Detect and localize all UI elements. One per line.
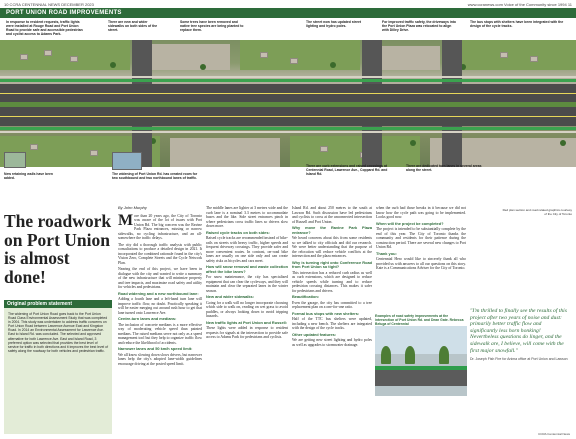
- subhead: Why is turning right onto Conference Road from Port Union so tight?: [292, 259, 372, 269]
- paragraph: when the curb had those breaks in it because we did not know how the cycle path was going to be implemented. Looks good now.: [376, 206, 466, 219]
- paragraph: Island Rd. and about 250 metres to the south at Lawson Rd. Such discussion have led pedestrians and cyclists to cross at the unconnected intersection of Russell and Port Union.: [292, 206, 372, 224]
- section-title: PORT UNION ROAD IMPROVEMENTS: [6, 10, 122, 16]
- paragraph: The inclusion of concrete medians is a more effective way of moderating vehicle speed than painted medians. The raised medians serve not only as a speed management tool but they help to organize traffic flow and reduce the likelihood of accidents.: [118, 322, 202, 345]
- subhead: Beautification:: [292, 294, 320, 299]
- byline: By John Murphy: [118, 206, 147, 210]
- page-header: [0, 0, 576, 8]
- article-column-1: [118, 206, 202, 434]
- subhead: Raised cycle tracks on both sides:: [206, 229, 270, 235]
- subhead: How will snow removal and waste collection affect the bike lanes?: [206, 264, 288, 274]
- paragraph: Nearing the end of this project, we have been in dialogue with the city and wanted to write a summary of the new infrastructure that will minimize property and tree impacts, and maximize road safety and utility for vehicles and pedestrians.: [118, 267, 202, 289]
- callout-traffic-lights: In response to resident requests, traffic lights were installed at Rouge Road and Port Union Road to provide safe and accessible pedestrian and cyclist access to Adams Park.: [6, 20, 83, 36]
- paragraph: These lights were added in response to resident requests for signals at the intersection to provide safe access to Adams Park for pedestrians and cyclists.: [206, 326, 288, 339]
- subhead: Centre-turn lanes and medians:: [118, 316, 177, 321]
- paragraph: The project is intended to be substantially complete by the end of this year. The City of Toronto thanks the community and residents for their patience during the construction period. There are several new changes to Port Union Rd.: [376, 227, 466, 249]
- pull-quote: [470, 308, 570, 363]
- callout-curb-extensions: There are curb extensions and raised crossings at Centennial Road, Lawrence Ave., Coppard Rd. and Island Rd.: [306, 164, 388, 176]
- sidebar-body: The widening of Port Union Road goes back to the Port Union Road Class Environmental Assessment Study that was completed in 2004. This study was undertaken to address traffic concerns on Port Union Road between Lawrence Avenue East and Kingston Road. In 2014 an Environmental Assessment for Lawrence Ave. East to Island Rd. was concluded. The selected and approved alternative for both Lawrence Ave. East and Island Road, 3 preferred option was selected that provides the best level of service for traffic in both directions and it improves the best level of safety along the roadway for both vehicles and pedestrian traffic.: [8, 312, 109, 353]
- paragraph: Adding a fourth lane and a left-hand turn lane will improve traffic flow, no doubt. Practically speaking it will be easier merging out around rush hour to get that lane turned onto Lawrence Ave.: [118, 297, 202, 315]
- paragraph: Even the garage, the city has committed to a tree replacement plan on a one-for-one ratio.: [292, 300, 372, 309]
- headline: The roadwork on Port Union is almost done!: [4, 211, 112, 287]
- article-column-4: [376, 206, 466, 310]
- paragraph: We are getting new street lighting and hydro poles as well as upgrades to stormwater drainage.: [292, 338, 372, 347]
- pull-quote-attribution: Dr. Joseph Fish Fire for Anima office at Port Union and Lawson: [470, 357, 568, 362]
- callout-lighting: The street now has updated street lighting and hydro poles.: [306, 20, 362, 28]
- subhead: Why move the Ravine Park Plaza entrance?: [292, 225, 372, 235]
- subhead: Formal bus stops with new shelters:: [292, 310, 360, 316]
- paragraph: Half of the TTC bus shelters were updated, including a new bench. The shelters are integrated with the design of the cycle tracks.: [292, 317, 372, 330]
- paragraph: For snow maintenance, the city has specialized equipment that can clear the cycleways, and they will maintain and clear the separated lanes in the winter season.: [206, 275, 288, 293]
- paragraph: We all know slowing down slows drivers, but narrower lanes help the city's adopted lane-width guidelines encourage driving at the posted speed limit.: [118, 352, 202, 366]
- article-column-2: [206, 206, 288, 434]
- page-number-right: www.ccranews.com Voice of the Community since 1994 11: [467, 2, 572, 7]
- subhead: Other updated features:: [292, 331, 337, 337]
- subhead: Narrower lanes and 50 km/h speed limit:: [118, 346, 193, 351]
- page-number-left: 10 CCRA CENTENNIAL NEWS DECEMBER 2023: [4, 2, 94, 7]
- paragraph: ore than 20 years ago, the City of Toronto was aware of the lot of issues with Port Union Rd. The big concern was the Ravine Park Plaza entrances, missing or narrow sidewalks, no cycling infrastructure, and an all-somewhere the traffic delays.: [118, 213, 202, 240]
- callout-driveways: For improved traffic safety, the driveways into the Port Union Plaza was relocated to align with Dilley Drive.: [382, 20, 456, 32]
- street-rendering: [375, 326, 467, 396]
- paragraph: Centennial Hero would like to sincerely thank all who provided us with answers to all our questions on this story. Kate is a Communications Adviser for the City of Toronto.: [376, 257, 466, 270]
- footer: CCRA Centennial News: [538, 432, 570, 436]
- subhead: New and wider sidewalks:: [206, 294, 255, 299]
- callout-widening: The widening of Port Union Rd. has created room for two southbound and two northbound lanes of traffic.: [112, 172, 198, 180]
- callout-bus-stops: The bus stops with shelters have been integrated with the design of the cycle tracks.: [470, 20, 564, 28]
- paragraph: Going for a walk will no longer incorporate choosing which side to walk on, reading on wet grass to avoid puddles, or always looking down to avoid tripping hazards.: [206, 300, 288, 318]
- section-banner: [0, 8, 576, 18]
- drop-cap: M: [118, 211, 134, 229]
- paragraph: The city did a thorough traffic analysis with public consultations to produce a detailed design in 2021. It incorporated the combined rationale found in the city's Vision Zero, Complete Streets and the Cycle Network Plan.: [118, 242, 202, 265]
- bottom-callouts: [0, 160, 576, 200]
- pull-quote-text: "I'm thrilled to finally see the results of this project after two years of noise and dust: primarily better traffic flow and significantly less horn honking! Nevertheless questions do linger, and the sidewalk are, I believe, will come with the first major snowfall.": [470, 308, 567, 354]
- article-column-3: [292, 206, 372, 434]
- subhead: Thank you:: [376, 250, 397, 256]
- bus-shelter-photo: [112, 152, 142, 170]
- subhead: When will the project be completed?: [376, 220, 444, 226]
- callout-trees: Some trees have been removed and native tree species are being planted to replace them.: [180, 20, 244, 32]
- paragraph: Raised cycle tracks are recommended instead of bike-rails on streets with heavy traffic, higher speeds and frequent driveway crossings. They provide safer and more convenient routes. In contrast, on-road bike lanes are usually on one side only and can create safety risks as bicycles and cars meet.: [206, 236, 288, 263]
- sidebar-original-problem: [4, 300, 112, 434]
- paragraph: The middle lanes are lighter at 3 metres wide and the curb lane is a nominal 3.3 metres to accommodate buses and the like. Side street entrances pinch in where pedestrians cross traffic lines so drivers slow down more.: [206, 206, 288, 228]
- callout-turn-lanes: There are dedicated turn lanes in several areas along the street.: [406, 164, 482, 172]
- sidebar-title: Original problem statement: [7, 301, 73, 307]
- paragraph: We heard concerns about this from some residents so we talked to city officials and did our research. We were better understanding that the purpose of the relocation will reduce vehicle conflicts at the intersection and the plaza entrances.: [292, 236, 372, 258]
- subhead: Road widening and a new northbound lane:: [118, 290, 199, 296]
- retaining-wall-photo: [4, 152, 26, 168]
- callout-retaining-walls: New retaining walls have been added.: [4, 172, 53, 180]
- subhead: New traffic lights at Port Union and Russell:: [206, 319, 288, 325]
- graphic-credit: Red plan section and road related graphics courtesy of the City of Toronto: [502, 208, 572, 216]
- aerial-road-plan: [0, 40, 576, 167]
- paragraph: This intersection has a reduced curb radius as well as curb extensions, which are designed to reduce vehicle speeds while turning and to reduce pedestrian crossing distances. This makes it safer for pedestrians and drivers.: [292, 270, 372, 293]
- callout-sidewalks: There are new and wider sidewalks on both sides of the street.: [108, 20, 158, 32]
- render-caption: Examples of road safety improvements at the intersection of Port Union Rd. and Dean Gate. Rebecca Beluga of Centennial: [375, 314, 464, 326]
